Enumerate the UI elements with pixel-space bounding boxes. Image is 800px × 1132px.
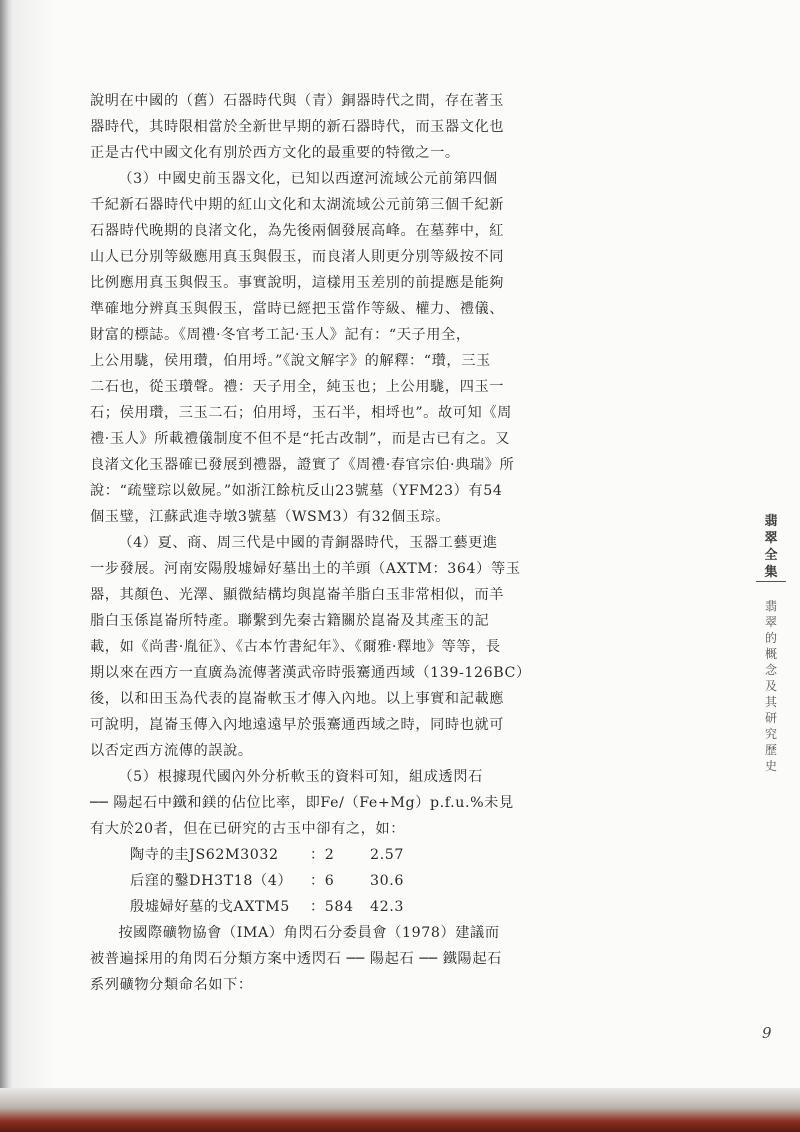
text-line: （4）夏、商、周三代是中國的青銅器時代，玉器工藝更進 (118, 535, 498, 551)
vertical-char: 念 (764, 663, 777, 677)
vertical-char: 全 (764, 548, 778, 563)
list-cell: 30.6 (370, 873, 404, 889)
text-line: （3）中國史前玉器文化，已知以西遼河流域公元前第四個 (118, 171, 498, 187)
paragraph-1 (90, 88, 560, 166)
text-line: 良渚文化玉器確已發展到禮器，證實了《周禮·春官宗伯·典瑞》所 (90, 457, 515, 473)
list-cell: ：584 (310, 899, 354, 915)
body-text (90, 88, 560, 998)
text-line: 以否定西方流傳的誤說。 (90, 743, 253, 759)
text-line: 正是古代中國文化有別於西方文化的最重要的特徵之一。 (90, 145, 460, 161)
list-cell: 2.57 (370, 847, 404, 863)
paragraph-5 (90, 920, 560, 998)
text-line: 期以來在西方一直廣為流傳著漢武帝時張騫通西域（139-126BC） (90, 665, 531, 681)
vertical-char: 歷 (764, 743, 777, 757)
chapter-title (762, 598, 780, 774)
text-line: （5）根據現代國內外分析軟玉的資料可知，組成透閃石 (118, 769, 483, 785)
vertical-char: 翠 (764, 615, 777, 629)
text-line: 器，其顏色、光澤、顯微結構均與崑崙羊脂白玉非常相似，而羊 (90, 587, 505, 603)
vertical-char: 翡 (764, 599, 777, 613)
text-line: 千紀新石器時代中期的紅山文化和太湖流域公元前第三個千紀新 (90, 197, 505, 213)
page-number: 9 (762, 1024, 772, 1042)
text-line: 財富的標誌。《周禮·冬官考工記·玉人》記有：“天子用全， (90, 327, 471, 343)
text-line: 被普遍採用的角閃石分類方案中透閃石 ── 陽起石 ── 鐵陽起石 (90, 951, 502, 967)
iron-ratio-list (90, 842, 560, 920)
vertical-char: 概 (764, 647, 777, 661)
list-cell: 陶寺的圭JS62M3032 (130, 847, 279, 863)
list-cell: 后窪的鑿DH3T18（4） (130, 873, 293, 889)
vertical-char: 及 (764, 679, 777, 693)
text-line: 器時代，其時限相當於全新世早期的新石器時代，而玉器文化也 (90, 119, 505, 135)
text-line: 按國際礦物協會（IMA）角閃石分委員會（1978）建議而 (118, 925, 500, 941)
text-line: 石；侯用瓚，三玉二石；伯用埒，玉石半，相埒也”。故可知《周 (90, 405, 512, 421)
list-item (130, 868, 560, 894)
vertical-char: 翠 (764, 531, 778, 546)
list-item (130, 894, 560, 920)
text-line: 上公用駹，侯用瓚，伯用埒。”《說文解字》的解釋：“瓚，三玉 (90, 353, 491, 369)
text-line: 準確地分辨真玉與假玉，當時已經把玉當作等級、權力、禮儀、 (90, 301, 505, 317)
vertical-char: 究 (764, 727, 777, 741)
list-item (130, 842, 560, 868)
list-cell: ：6 (310, 873, 335, 889)
vertical-char: 史 (764, 759, 777, 773)
text-line: 有大於20者，但在已研究的古玉中卻有之，如： (90, 821, 406, 837)
text-line: ── 陽起石中鐵和鎂的佔位比率，即Fe/（Fe+Mg）p.f.u.%未見 (90, 795, 514, 811)
paragraph-3 (90, 530, 560, 764)
binding-shadow (14, 0, 54, 1132)
paragraph-2 (90, 166, 560, 530)
vertical-char: 研 (764, 711, 777, 725)
vertical-char: 的 (764, 631, 777, 645)
list-cell: 殷墟婦好墓的戈AXTM5 (130, 899, 290, 915)
vertical-char: 翡 (764, 514, 778, 529)
book-binding (0, 0, 14, 1132)
text-line: 山人已分別等級應用真玉與假玉，而良渚人則更分別等級按不同 (90, 249, 505, 265)
text-line: 脂白玉係崑崙所特產。聯繫到先秦古籍關於崑崙及其產玉的記 (90, 613, 490, 629)
text-line: 一步發展。河南安陽殷墟婦好墓出土的羊頭（AXTM：364）等玉 (90, 561, 521, 577)
list-cell: ：2 (310, 847, 335, 863)
side-divider (756, 581, 786, 582)
text-line: 說：“疏璧琮以斂屍。”如浙江餘杭反山23號墓（YFM23）有54 (90, 483, 503, 499)
text-line: 系列礦物分類命名如下： (90, 977, 253, 993)
text-line: 個玉璧，江蘇武進寺墩3號墓（WSM3）有32個玉琮。 (90, 509, 451, 525)
text-line: 說明在中國的（舊）石器時代與（青）銅器時代之間，存在著玉 (90, 93, 505, 109)
text-line: 石器時代晚期的良渚文化，為先後兩個發展高峰。在墓葬中，紅 (90, 223, 505, 239)
vertical-char: 其 (764, 695, 777, 709)
text-line: 載，如《尚書·胤征》、《古本竹書紀年》、《爾雅·釋地》等等，長 (90, 639, 501, 655)
book-series-title (762, 513, 780, 581)
list-cell: 42.3 (370, 899, 404, 915)
text-line: 禮·玉人》所載禮儀制度不但不是“托古改制”，而是古已有之。又 (90, 431, 511, 447)
text-line: 比例應用真玉與假玉。事實說明，這樣用玉差別的前提應是能夠 (90, 275, 505, 291)
text-line: 二石也，從玉瓚聲。禮：天子用全，純玉也；上公用駹，四玉一 (90, 379, 505, 395)
text-line: 可說明，崑崙玉傳入內地遠遠早於張騫通西域之時，同時也就可 (90, 717, 505, 733)
vertical-char: 集 (764, 565, 778, 580)
text-line: 後，以和田玉為代表的崑崙軟玉才傳入內地。以上事實和記載應 (90, 691, 505, 707)
paragraph-4 (90, 764, 560, 842)
book-cover-edge (0, 1088, 800, 1132)
